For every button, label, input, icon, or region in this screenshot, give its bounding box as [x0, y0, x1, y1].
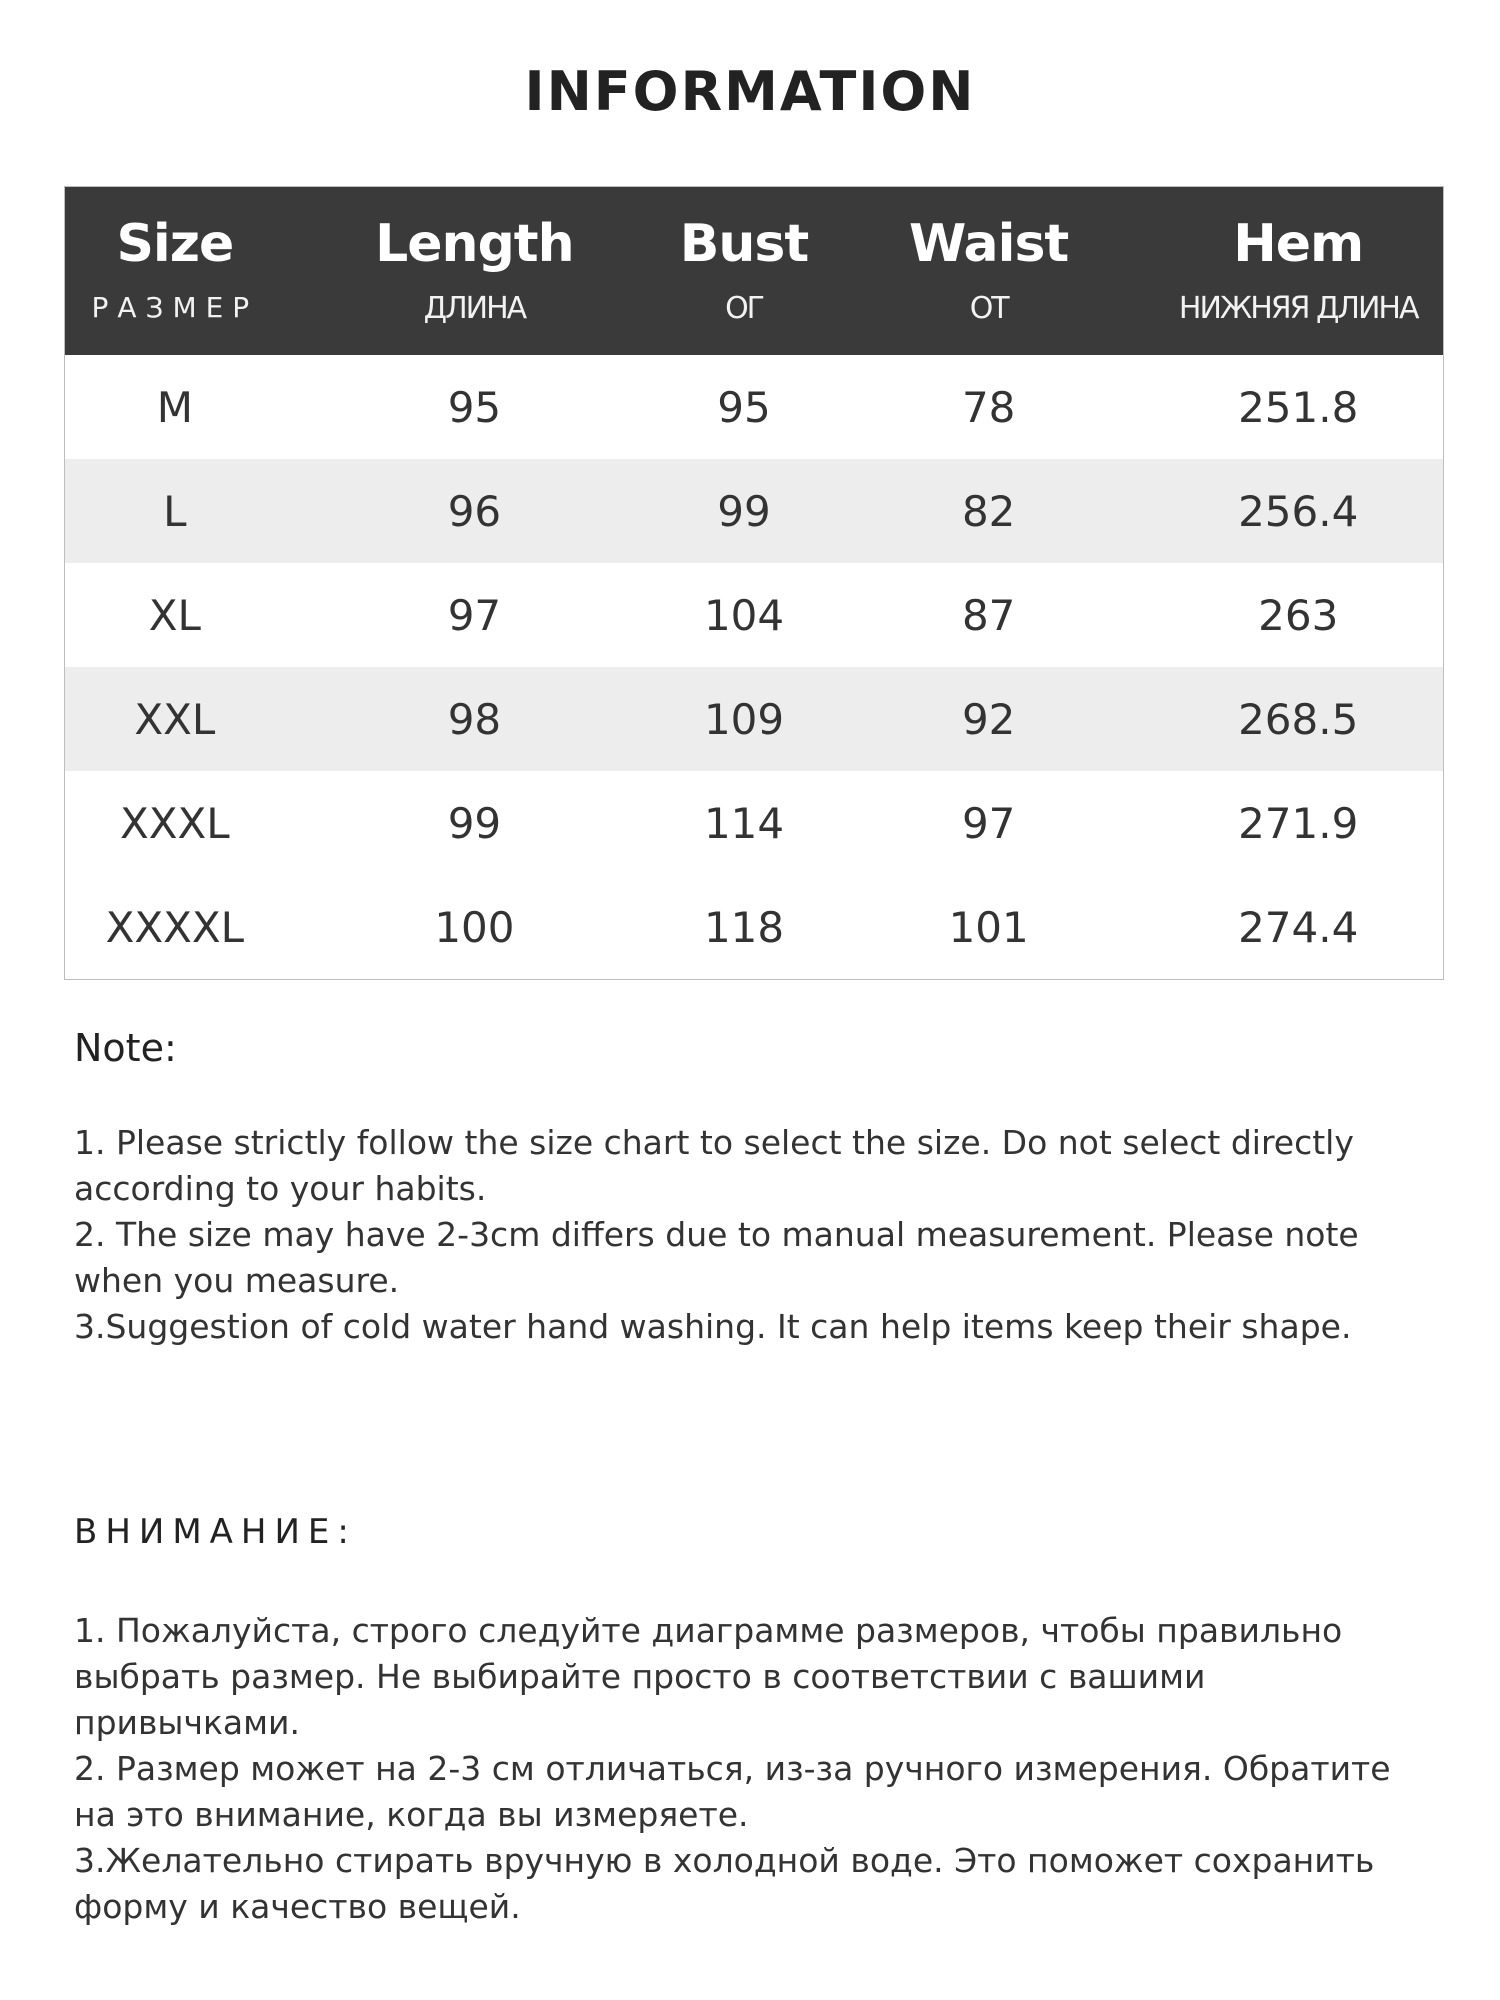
cell-waist: 97 [961, 798, 1016, 848]
cell-length: 100 [434, 902, 515, 952]
table-row [65, 459, 1443, 563]
note-russian-title: ВНИМАНИЕ: [74, 1512, 357, 1552]
cell-size: L [163, 486, 187, 536]
note-russian-item: 1. Пожалуйста, строго следуйте диаграмме размеров, чтобы правильно выбрать размер. Не выбирайте просто в соответствии с вашими привычками. [74, 1611, 1343, 1742]
cell-length: 97 [447, 590, 502, 640]
note-russian [74, 1512, 1434, 1930]
cell-length: 95 [447, 382, 502, 432]
cell-hem: 256.4 [1238, 486, 1359, 536]
note-russian-item: 2. Размер может на 2-3 см отличаться, из-за ручного измерения. Обратите на это внимание, когда вы измеряете. [74, 1749, 1391, 1834]
header-waist-sublabel: ОТ [969, 291, 1008, 326]
header-bust-sublabel: ОГ [725, 291, 763, 326]
cell-length: 98 [447, 694, 502, 744]
cell-bust: 99 [717, 486, 771, 536]
cell-bust: 104 [703, 590, 785, 640]
header-waist [824, 187, 1154, 355]
header-length-sublabel: ДЛИНА [423, 291, 526, 326]
cell-waist: 92 [961, 694, 1016, 744]
cell-waist: 87 [961, 590, 1016, 640]
note-english-title: Note: [74, 1026, 177, 1070]
header-bust-label: Bust [679, 214, 809, 274]
cell-waist: 82 [961, 486, 1016, 536]
cell-size: XXXL [119, 798, 230, 848]
header-length [285, 187, 664, 355]
table-row [65, 563, 1443, 667]
size-chart-table [64, 186, 1444, 980]
header-length-label: Length [375, 214, 574, 274]
header-waist-label: Waist [909, 214, 1069, 274]
cell-waist: 101 [948, 902, 1029, 952]
header-size-sublabel: РАЗМЕР [91, 291, 259, 324]
header-hem-sublabel: НИЖНЯЯ ДЛИНА [1178, 291, 1418, 326]
cell-bust: 118 [703, 902, 785, 952]
note-english [74, 1026, 1434, 1350]
page-title: INFORMATION [524, 60, 976, 123]
cell-bust: 114 [703, 798, 785, 848]
cell-length: 99 [447, 798, 502, 848]
cell-length: 96 [447, 486, 502, 536]
note-english-item: 3.Suggestion of cold water hand washing. It can help items keep their shape. [74, 1307, 1352, 1346]
header-size [65, 187, 285, 355]
header-hem-label: Hem [1233, 214, 1364, 274]
cell-waist: 78 [961, 382, 1016, 432]
cell-hem: 251.8 [1238, 382, 1359, 432]
header-size-label: Size [116, 214, 234, 274]
cell-size: XXL [134, 694, 216, 744]
cell-size: XXXXL [105, 902, 245, 952]
note-english-item: 1. Please strictly follow the size chart to select the size. Do not select directly according to your habits. [74, 1123, 1354, 1208]
table-row [65, 875, 1443, 979]
cell-bust: 95 [717, 382, 771, 432]
cell-hem: 263 [1258, 590, 1339, 640]
cell-hem: 268.5 [1238, 694, 1359, 744]
note-russian-item: 3.Желательно стирать вручную в холодной воде. Это поможет сохранить форму и качество вещей. [74, 1841, 1375, 1926]
table-row [65, 355, 1443, 459]
note-english-item: 2. The size may have 2-3cm differs due to manual measurement. Please note when you measure. [74, 1215, 1359, 1300]
table-row [65, 667, 1443, 771]
cell-size: M [156, 382, 193, 432]
cell-size: XL [148, 590, 201, 640]
cell-hem: 271.9 [1238, 798, 1359, 848]
cell-bust: 109 [703, 694, 785, 744]
table-row [65, 771, 1443, 875]
header-bust [664, 187, 824, 355]
cell-hem: 274.4 [1238, 902, 1359, 952]
table-header [65, 187, 1443, 355]
header-hem [1153, 187, 1443, 355]
